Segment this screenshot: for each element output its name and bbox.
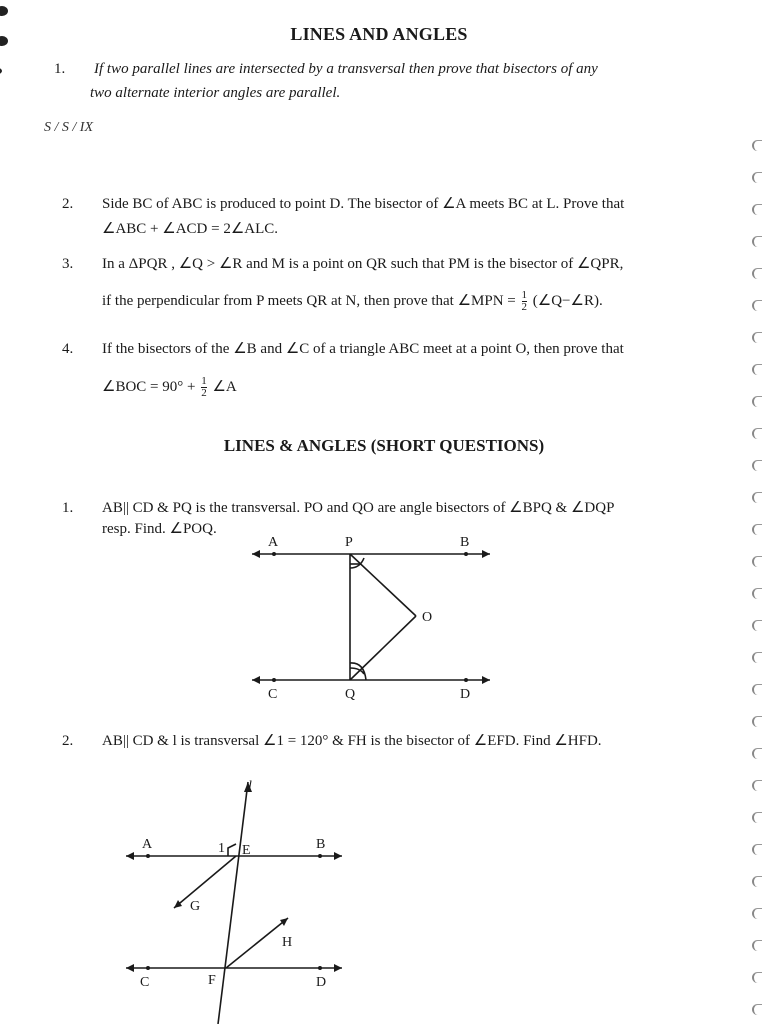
binder-hole — [0, 6, 8, 16]
arrow-left-ab — [126, 852, 134, 860]
point-c — [146, 966, 150, 970]
fraction — [522, 290, 528, 313]
arrow-left-ab — [252, 550, 260, 558]
label-b: B — [460, 535, 470, 550]
question-number: 2. — [62, 733, 74, 749]
figure-transversal-l — [118, 772, 358, 1024]
page-title: LINES AND ANGLES — [290, 24, 468, 44]
label-p: P — [345, 535, 353, 550]
text-segment: ∠BOC = 90° + — [102, 379, 196, 395]
label-o: O — [422, 610, 433, 625]
question-text-line: In a ΔPQR , ∠Q > ∠R and M is a point on QR such that PM is the bisector of ∠QPR, — [102, 256, 624, 272]
fraction — [201, 376, 207, 399]
label-c: C — [140, 975, 150, 990]
arrow-g — [174, 900, 182, 908]
text-segment: ∠A — [212, 379, 237, 395]
label-a: A — [142, 837, 153, 852]
question-text-line-with-fraction — [102, 376, 237, 399]
arrow-left-cd — [252, 676, 260, 684]
worksheet-code: S / S / IX — [44, 120, 93, 135]
label-b: B — [316, 837, 326, 852]
binder-hole — [0, 68, 2, 74]
question-text-line: resp. Find. ∠POQ. — [102, 521, 217, 537]
transversal-l — [218, 782, 248, 1024]
point-d — [464, 678, 468, 682]
fraction-numerator: 1 — [201, 375, 207, 388]
question-text-line: If two parallel lines are intersected by a transversal then prove that bisectors of any — [94, 61, 598, 77]
fraction-denominator: 2 — [201, 387, 207, 400]
point-d — [318, 966, 322, 970]
point-a — [146, 854, 150, 858]
label-d: D — [460, 687, 471, 702]
figure-parallel-lines-poq — [240, 528, 510, 708]
question-number: 2. — [62, 196, 74, 212]
arrow-right-cd — [482, 676, 490, 684]
question-text-line: Side BC of ABC is produced to point D. The bisector of ∠A meets BC at L. Prove that — [102, 196, 625, 212]
ray-eg — [174, 856, 236, 908]
point-b — [318, 854, 322, 858]
question-text-line: If the bisectors of the ∠B and ∠C of a triangle ABC meet at a point O, then prove that — [102, 341, 624, 357]
question-text-line-with-fraction — [102, 290, 603, 313]
label-l: l — [248, 779, 252, 794]
fraction-denominator: 2 — [521, 301, 528, 314]
question-text-line: two alternate interior angles are parallel. — [90, 85, 341, 101]
label-d: D — [316, 975, 327, 990]
point-a — [272, 552, 276, 556]
arrow-h — [280, 918, 288, 926]
point-b — [464, 552, 468, 556]
point-c — [272, 678, 276, 682]
angle-mark-1 — [228, 844, 236, 856]
label-c: C — [268, 687, 278, 702]
label-h: H — [282, 935, 293, 950]
arrow-right-ab — [334, 852, 342, 860]
bisector-fh — [226, 918, 288, 968]
arrow-right-ab — [482, 550, 490, 558]
text-segment: (∠Q−∠R). — [532, 293, 603, 309]
question-number: 3. — [62, 256, 74, 272]
question-text-line: ∠ABC + ∠ACD = 2∠ALC. — [102, 221, 279, 237]
section-heading: LINES & ANGLES (SHORT QUESTIONS) — [223, 436, 545, 455]
question-number: 4. — [62, 341, 74, 357]
question-text-line: AB|| CD & l is transversal ∠1 = 120° & FH is the bisector of ∠EFD. Find ∠HFD. — [102, 733, 602, 749]
label-q: Q — [345, 687, 356, 702]
label-a: A — [268, 535, 279, 550]
arrow-right-cd — [334, 964, 342, 972]
question-number: 1. — [54, 61, 66, 77]
label-e: E — [242, 843, 251, 858]
text-segment: if the perpendicular from P meets QR at N, then prove that ∠MPN = — [102, 293, 516, 309]
arrow-left-cd — [126, 964, 134, 972]
label-1: 1 — [218, 841, 225, 856]
label-f: F — [208, 973, 216, 988]
fraction-numerator: 1 — [521, 289, 528, 302]
label-g: G — [190, 899, 201, 914]
question-number: 1. — [62, 500, 74, 516]
question-text-line: AB|| CD & PQ is the transversal. PO and QO are angle bisectors of ∠BPQ & ∠DQP — [102, 500, 615, 516]
